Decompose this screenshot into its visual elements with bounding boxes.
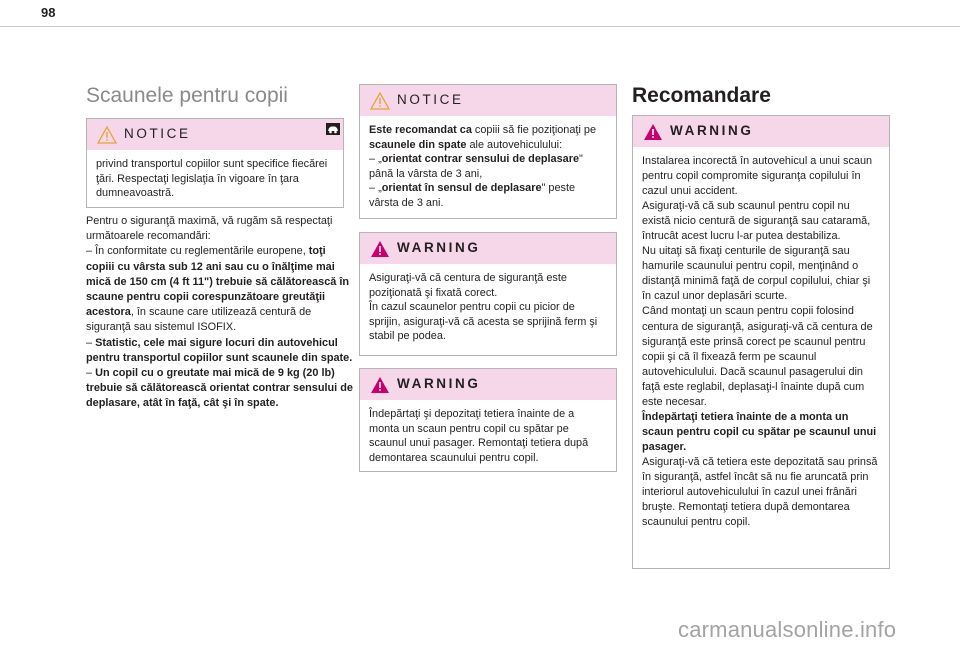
page-title: Scaunele pentru copii: [86, 84, 288, 107]
warning-header: [360, 369, 616, 400]
warning-heading: WARNING: [397, 376, 481, 391]
page-number: 98: [41, 5, 56, 20]
rule-paragraph-3: – Un copil cu o greutate mai mică de 9 kg (20 lb) trebuie să călătorească orientat contrar sensului de deplasare, atât în faţă, cât şi în spate.: [86, 367, 353, 410]
notice-text: Este recomandat ca copiii să fie poziţionaţi pe scaunele din spate ale autovehiculului: – „orientat contrar sensului de deplasare" până la vârsta de 3 ani, – „orientat în sensul de deplasare" peste vârsta de 3 ani.: [369, 124, 597, 209]
notice-header: [87, 119, 343, 150]
warning-triangle-filled-icon: [370, 240, 390, 258]
notice-heading: NOTICE: [124, 126, 191, 141]
section-title: Recomandare: [632, 84, 771, 107]
warning-heading: WARNING: [397, 240, 481, 255]
intro-paragraph: Pentru o siguranţă maximă, vă rugăm să respectaţi următoarele recomandări:: [86, 215, 333, 243]
header-divider: [0, 26, 960, 27]
warning-text: Îndepărtaţi şi depozitaţi tetiera înainte de a monta un scaun pentru copil cu spătar pe scaunul unui pasager. Remontaţi tetiera după demontarea scaunului pentru copil.: [369, 408, 589, 464]
warning-triangle-outline-icon: [370, 92, 390, 110]
warning-box-middle-2: [359, 368, 617, 472]
warning-triangle-outline-icon: [97, 126, 117, 144]
warning-text: Instalarea incorectă în autovehicul a unui scaun pentru copil compromite siguranţa copilului în cazul unui accident. Asiguraţi-vă că sub scaunul pentru copil nu există nicio centură de siguranţă sau cataramă, întrucât acest lucru l-ar putea destabiliza. Nu uitaţi să fixaţi centurile de siguranţă sau hamurile scaunului pentru copil, menţinând o distanţă minimă faţă de corpul copilului, chiar şi în cazul unor deplasări scurte. Când montaţi un scaun pentru copii folosind centura de siguranţă, asiguraţi-vă că centura de siguranţă este prinsă corect pe scaunul pentru copii şi că îl fixează ferm pe scaunul autovehiculului. Dacă scaunul pasagerului din faţă este reglabil, deplasaţi-l înainte după cum este necesar. Îndepărtaţi tetiera înainte de a monta un scaun pentru copil cu spătar pe scaunul unui pasager. Asiguraţi-vă că tetiera este depozitată sau prinsă în siguranţă, astfel încât să nu fie aruncată prin interiorul autovehiculului în cazul unei frânări bruşte. Remontaţi tetiera după demontarea scaunului pentru copil.: [642, 155, 878, 529]
rule-paragraph-2: – Statistic, cele mai sigure locuri din autovehicul pentru transportul copiilor sunt scaunele din spate.: [86, 336, 353, 364]
warning-header: [360, 233, 616, 264]
notice-box-middle: [359, 84, 617, 219]
left-body-text: [86, 214, 356, 412]
rule-paragraph-1: – În conformitate cu reglementările europene, toţi copiii cu vârsta sub 12 ani sau cu o înălţime mai mică de 150 cm (4 ft 11") trebuie să călătorească în scaune pentru copii corespunzătoare greutăţii acestora, în scaune care utilizează centură de siguranţă sau sistemul ISOFIX.: [86, 245, 350, 334]
warning-header: [633, 116, 889, 147]
notice-heading: NOTICE: [397, 92, 464, 107]
warning-triangle-filled-icon: [643, 123, 663, 141]
warning-box-middle-1: [359, 232, 617, 356]
car-icon: [326, 123, 340, 135]
warning-heading: WARNING: [670, 123, 754, 138]
warning-triangle-filled-icon: [370, 376, 390, 394]
notice-header: [360, 85, 616, 116]
warning-text: Asiguraţi-vă că centura de siguranţă este poziţionată şi fixată corect. În cazul scaunelor pentru copii cu picior de sprijin, asiguraţi-vă că acesta se sprijină ferm şi stabil pe podea.: [369, 272, 598, 343]
watermark: carmanualsonline.info: [678, 617, 897, 642]
warning-box-right: [632, 115, 890, 569]
notice-box-left: [86, 118, 344, 208]
notice-text: privind transportul copiilor sunt specifice fiecărei ţări. Respectaţi legislaţia în vigoare în ţara dumneavoastră.: [96, 158, 328, 200]
